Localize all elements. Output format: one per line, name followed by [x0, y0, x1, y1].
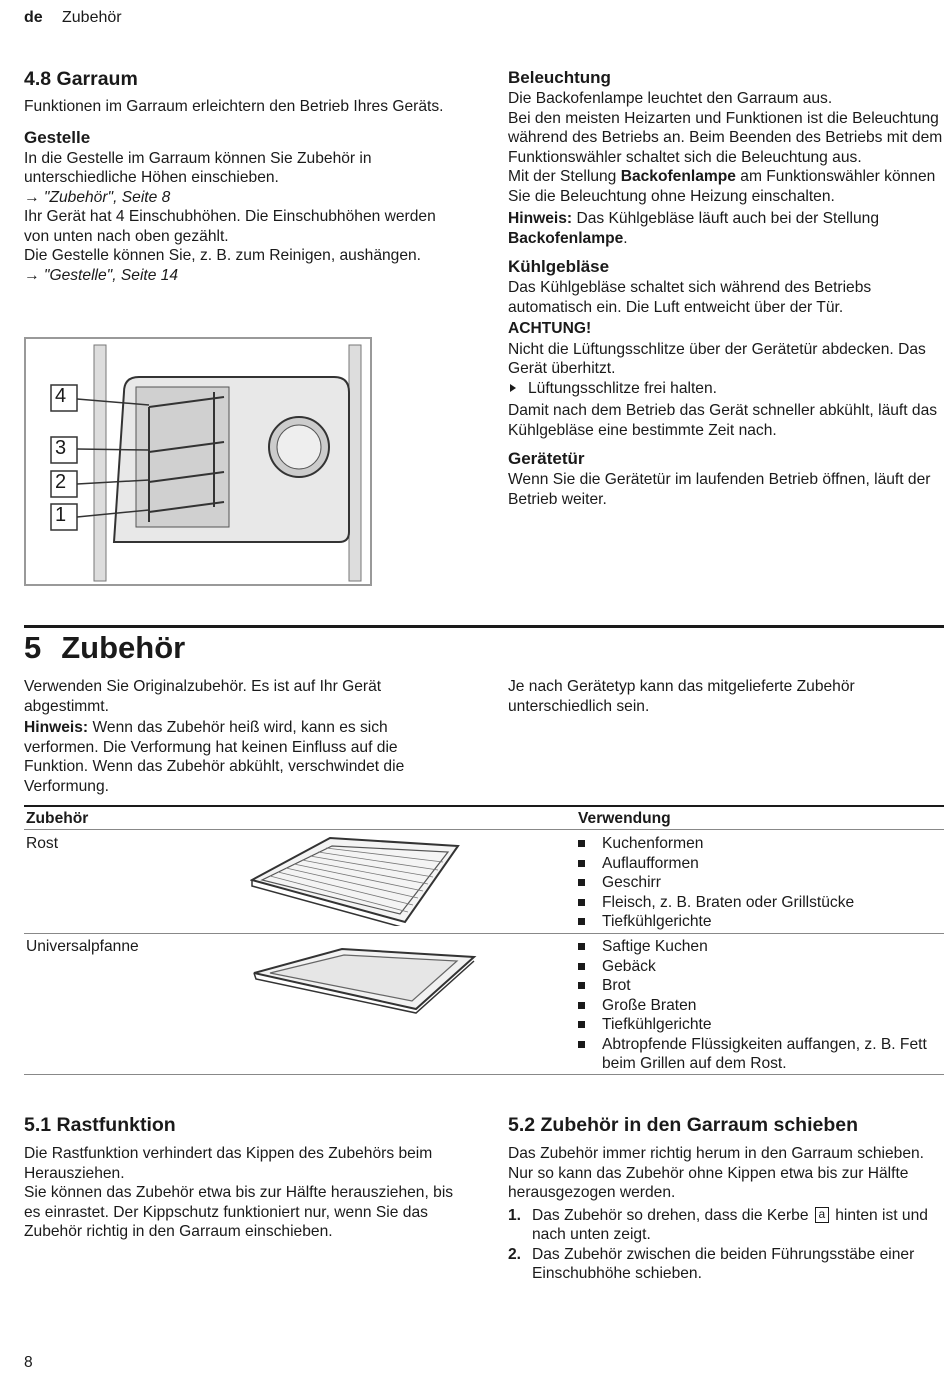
tuer-text: Wenn Sie die Gerätetür im laufenden Betrieb öffnen, läuft der Betrieb weiter. — [508, 471, 931, 508]
level-label: 1 — [55, 504, 67, 526]
section-rastfunktion — [24, 1113, 454, 1242]
list-item: Tiefkühlgerichte — [576, 1015, 946, 1035]
chapter-heading: 5 Zubehör — [24, 630, 186, 665]
kuehl-text-1: Das Kühlgebläse schaltet sich während des Betriebs automatisch ein. Die Luft entweicht über der Tür. — [508, 279, 872, 316]
beleuchtung-heading: Beleuchtung — [508, 68, 611, 87]
warning-label: ACHTUNG! — [508, 320, 592, 337]
list-item: Auflaufformen — [576, 854, 946, 874]
action-item: Lüftungsschlitze frei halten. — [508, 379, 944, 399]
chapter-intro — [24, 677, 454, 796]
cross-reference-link[interactable]: → "Gestelle", Seite 14 — [24, 266, 179, 284]
usage-list — [576, 937, 946, 1074]
chapter-intro-right — [508, 677, 944, 716]
geraetetuer-heading: Gerätetür — [508, 449, 585, 468]
kuehl-text-2: Damit nach dem Betrieb das Gerät schneller abkühlt, läuft das Kühlgebläse eine bestimmte Zeit nach. — [508, 402, 938, 439]
chapter-rule — [24, 625, 944, 628]
list-item: Fleisch, z. B. Braten oder Grillstücke — [576, 893, 946, 913]
step-list — [508, 1206, 944, 1284]
list-item: Tiefkühlgerichte — [576, 912, 946, 932]
warning-text: Nicht die Lüftungsschlitze über der Gerätetür abdecken. Das Gerät überhitzt. — [508, 340, 926, 377]
triangle-bullet-icon — [510, 384, 516, 392]
intro-text: Verwenden Sie Originalzubehör. Es ist auf Ihr Gerät abgestimmt. — [24, 678, 382, 715]
language-label: de — [24, 9, 43, 26]
table-bottom-rule — [24, 1074, 944, 1075]
gestelle-text-3: Die Gestelle können Sie, z. B. zum Reinigen, aushängen. — [24, 247, 422, 264]
running-header-title: Zubehör — [62, 9, 122, 26]
level-label: 4 — [55, 385, 67, 407]
level-label: 2 — [55, 471, 67, 493]
oven-diagram — [24, 337, 372, 586]
list-item: Saftige Kuchen — [576, 937, 946, 957]
intro-text: Je nach Gerätetyp kann das mitgelieferte Zubehör unterschiedlich sein. — [508, 678, 855, 715]
section-garraum — [24, 67, 454, 285]
step-item: 2. Das Zubehör zwischen die beiden Führungsstäbe einer Einschubhöhe schieben. — [508, 1245, 915, 1282]
section-heading: 4.8 Garraum — [24, 68, 138, 90]
table-top-rule — [24, 805, 944, 807]
list-item: Brot — [576, 976, 946, 996]
step-item: 1. Das Zubehör so drehen, dass die Kerbe a hinten ist und nach unten zeigt. — [508, 1206, 928, 1243]
body-text: Sie können das Zubehör etwa bis zur Hälfte herausziehen, bis es einrastet. Der Kippschutz funktioniert nur, wenn Sie das Zubehör richtig in den Garraum einschieben. — [24, 1184, 454, 1240]
section-heading: 5.2 Zubehör in den Garraum schieben — [508, 1114, 859, 1136]
level-label: 3 — [55, 437, 67, 459]
grid-rack-image — [250, 834, 460, 926]
gestelle-text-2: Ihr Gerät hat 4 Einschubhöhen. Die Einschubhöhen werden von unten nach oben gezählt. — [24, 208, 436, 245]
table-cell-name: Universalpfanne — [26, 938, 139, 955]
table-row-rule — [24, 933, 944, 934]
table-header-rule — [24, 829, 944, 830]
section-heading: 5.1 Rastfunktion — [24, 1114, 176, 1136]
usage-list — [576, 834, 946, 932]
beleuchtung-text-3: Mit der Stellung Backofenlampe am Funktionswähler können Sie die Beleuchtung ohne Heizung einschalten. — [508, 168, 936, 205]
table-cell-name: Rost — [26, 835, 59, 852]
page-number: 8 — [24, 1354, 33, 1371]
gestelle-heading: Gestelle — [24, 127, 91, 147]
hint-text: Hinweis: Das Kühlgebläse läuft auch bei der Stellung Backofenlampe. — [508, 210, 880, 247]
body-text: Das Zubehör immer richtig herum in den Garraum schieben. Nur so kann das Zubehör ohne Kippen etwa bis zur Hälfte herausgezogen werden. — [508, 1145, 925, 1201]
beleuchtung-text-1: Die Backofenlampe leuchtet den Garraum aus. — [508, 90, 833, 107]
hint-text: Hinweis: Wenn das Zubehör heiß wird, kann es sich verformen. Die Verformung hat keinen Einfluss auf die Funktion. Wenn das Zubehör abkühlt, verschwindet die Verformung. — [24, 719, 405, 795]
body-text: Die Rastfunktion verhindert das Kippen des Zubehörs beim Herausziehen. — [24, 1145, 433, 1182]
beleuchtung-text-2: Bei den meisten Heizarten und Funktionen ist die Beleuchtung während des Betriebs an. Beim Beenden des Betriebs mit dem Funktionswähler schaltet sich die Beleuchtung aus. — [508, 109, 943, 166]
notch-marker-icon: a — [815, 1207, 829, 1223]
intro-text: Funktionen im Garraum erleichtern den Betrieb Ihres Geräts. — [24, 98, 444, 115]
kuehlgeblaese-heading: Kühlgebläse — [508, 257, 610, 276]
oven-rack-illustration — [24, 337, 372, 586]
list-item: Große Braten — [576, 996, 946, 1016]
list-item: Kuchenformen — [576, 834, 946, 854]
list-item: Gebäck — [576, 957, 946, 977]
list-item: Abtropfende Flüssigkeiten auffangen, z. B. Fett beim Grillen auf dem Rost. — [576, 1035, 946, 1074]
section-garraum-right — [508, 67, 944, 509]
universal-pan-image — [252, 945, 478, 1015]
table-header-verwendung: Verwendung — [578, 810, 671, 827]
gestelle-text-1: In die Gestelle im Garraum können Sie Zubehör in unterschiedliche Höhen einschieben. — [24, 149, 372, 186]
list-item: Geschirr — [576, 873, 946, 893]
section-zubehoer-schieben — [508, 1113, 944, 1284]
cross-reference-link[interactable]: → "Zubehör", Seite 8 — [24, 188, 171, 206]
table-header-zubehoer: Zubehör — [26, 810, 89, 827]
